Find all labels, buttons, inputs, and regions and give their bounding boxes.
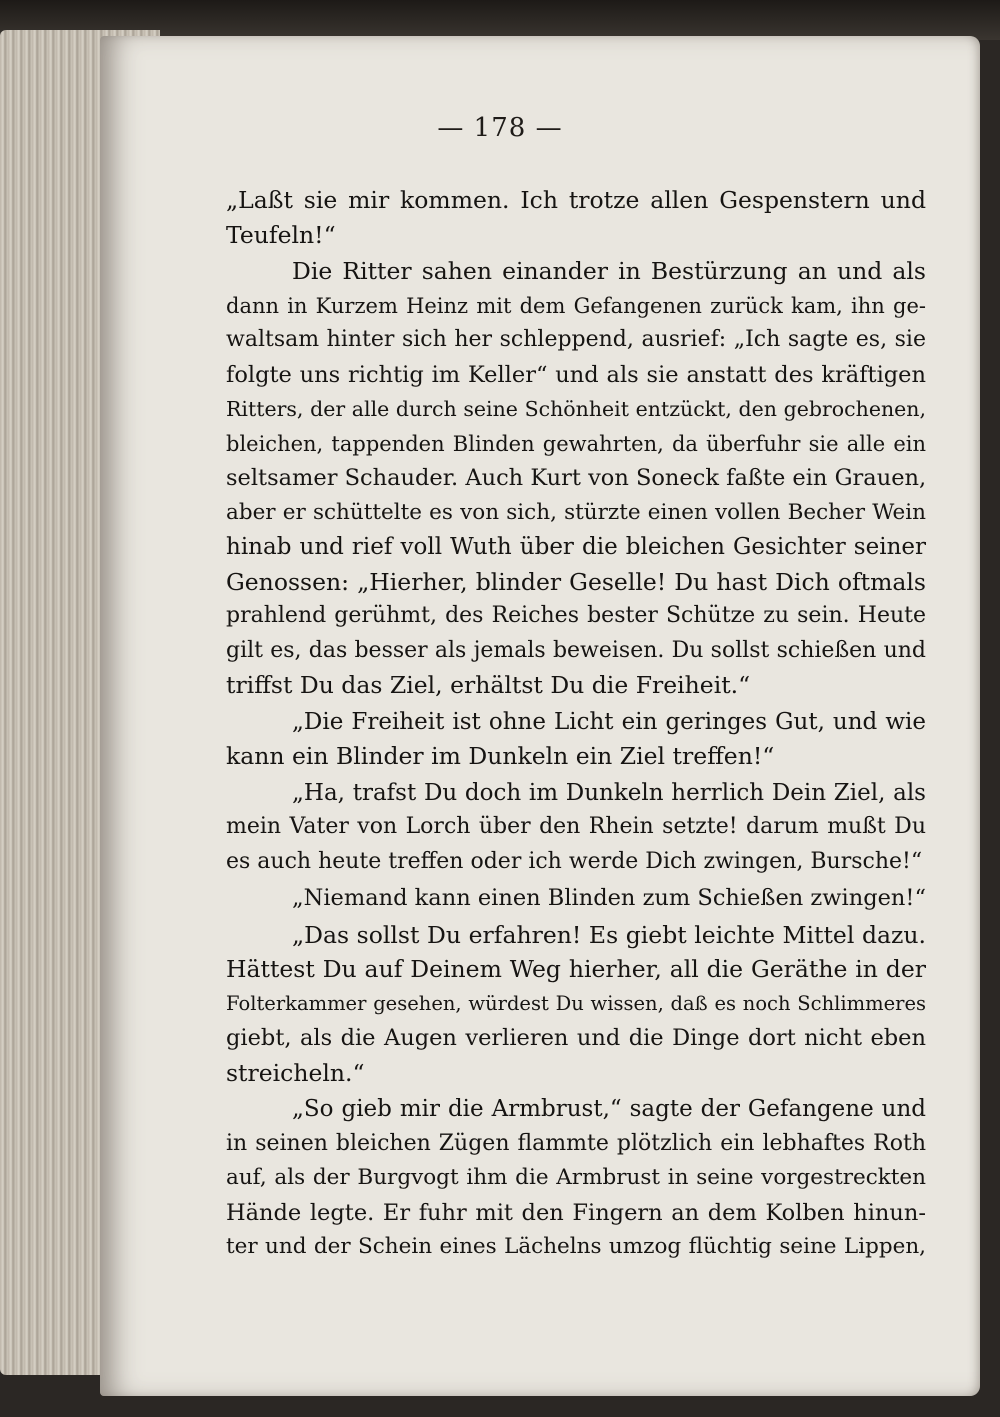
page-text [226, 183, 926, 1265]
text-line: Teufeln!“ [226, 220, 336, 249]
text-line: folgte uns richtig im Keller“ und als sie anstatt des kräftigen [226, 361, 926, 388]
text-line: streicheln.“ [226, 1058, 365, 1087]
text-line: prahlend gerühmt, des Reiches bester Schütze zu sein. Heute [226, 603, 926, 628]
text-line: „Die Freiheit ist ohne Licht ein geringes Gut, und wie [292, 708, 926, 735]
text-line: „Niemand kann einen Blinden zum Schießen zwingen!“ [292, 885, 926, 911]
text-line: dann in Kurzem Heinz mit dem Gefangenen zurück kam, ihn ge- [226, 293, 926, 318]
text-line: triffst Du das Ziel, erhältst Du die Freiheit.“ [226, 671, 751, 699]
text-line: seltsamer Schauder. Auch Kurt von Soneck faßte ein Grauen, [226, 465, 927, 491]
text-line: „Das sollst Du erfahren! Es giebt leichte Mittel dazu. [292, 920, 926, 949]
page-number: — 178 — [437, 113, 563, 143]
text-line: bleichen, tappenden Blinden gewahrten, da überfuhr sie alle ein [226, 431, 926, 456]
text-line: giebt, als die Augen verlieren und die Dinge dort nicht eben [226, 1025, 926, 1051]
text-line: Genossen: „Hierher, blinder Geselle! Du hast Dich oftmals [226, 567, 926, 596]
text-line: aber er schüttelte es von sich, stürzte einen vollen Becher Wein [226, 499, 926, 525]
text-line: gilt es, das besser als jemals beweisen. Du sollst schießen und [226, 637, 926, 663]
text-line: „Laßt sie mir kommen. Ich trotze allen Gespenstern und [226, 186, 926, 214]
text-line: mein Vater von Lorch über den Rhein setzte! darum mußt Du [226, 814, 926, 839]
text-line: „So gieb mir die Armbrust,“ sagte der Gefangene und [292, 1096, 926, 1122]
text-line: es auch heute treffen oder ich werde Dich zwingen, Bursche!“ [226, 848, 923, 874]
text-line: kann ein Blinder im Dunkeln ein Ziel treffen!“ [226, 742, 775, 770]
text-line: „Ha, trafst Du doch im Dunkeln herrlich Dein Ziel, als [292, 779, 926, 806]
text-line: Die Ritter sahen einander in Bestürzung an und als [292, 257, 926, 285]
text-line: hinab und rief voll Wuth über die bleichen Gesichter seiner [226, 534, 926, 560]
text-line: Hättest Du auf Deinem Weg hierher, all die Geräthe in der [226, 955, 926, 983]
text-line: auf, als der Burgvogt ihm die Armbrust in seine vorgestreckten [226, 1165, 926, 1190]
text-line: in seinen bleichen Zügen flammte plötzlich ein lebhaftes Roth [226, 1130, 926, 1156]
text-line: ter und der Schein eines Lächelns umzog flüchtig seine Lippen, [226, 1234, 926, 1259]
text-line: Hände legte. Er fuhr mit den Fingern an dem Kolben hinun- [226, 1199, 926, 1226]
text-line: waltsam hinter sich her schleppend, ausrief: „Ich sagte es, sie [226, 327, 926, 352]
text-line: Ritters, der alle durch seine Schönheit entzückt, den gebrochenen, [226, 397, 926, 421]
text-line: Folterkammer gesehen, würdest Du wissen, daß es noch Schlimmeres [226, 991, 926, 1015]
